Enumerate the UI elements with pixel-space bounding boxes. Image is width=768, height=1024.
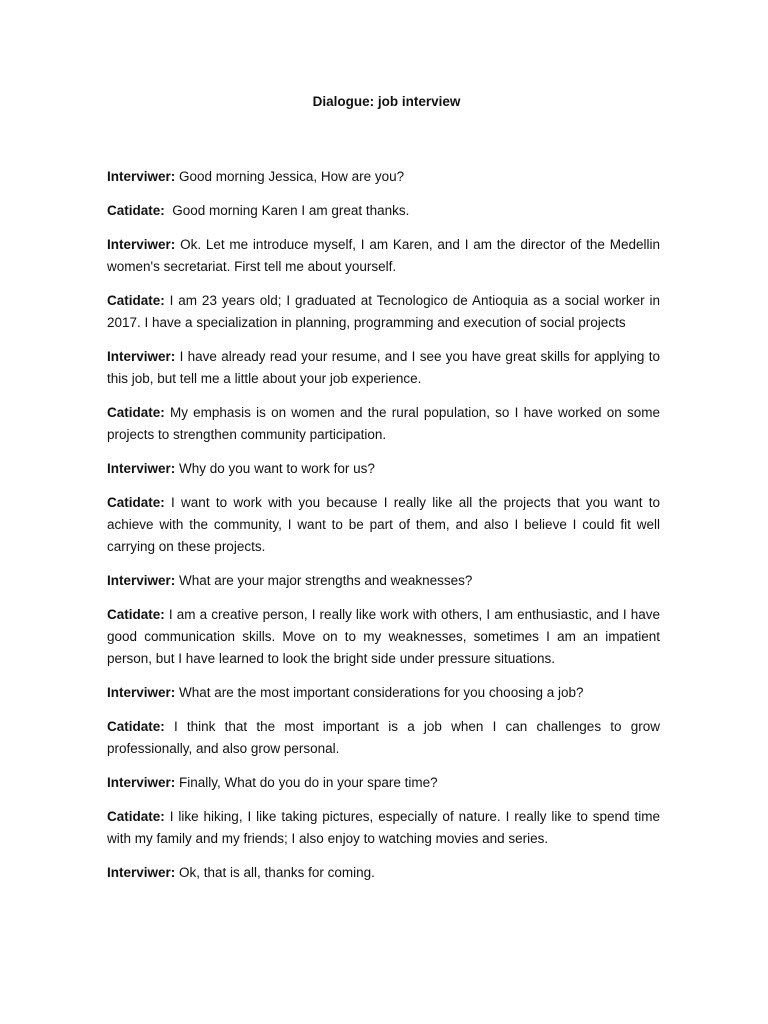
- turn-text: I like hiking, I like taking pictures, especially of nature. I really like to spend time with my family and my friends; I also enjoy to watching movies and series.: [107, 809, 660, 846]
- turn-text: I think that the most important is a job when I can challenges to grow professionally, and also grow personal.: [107, 719, 660, 756]
- turn-text: I have already read your resume, and I see you have great skills for applying to this job, but tell me a little about your job experience.: [107, 349, 660, 386]
- document-title: Dialogue: job interview: [312, 94, 461, 109]
- speaker-label: Interviwer:: [107, 865, 176, 880]
- turn-text: Good morning Jessica, How are you?: [175, 169, 405, 184]
- speaker-label: Interviwer:: [107, 461, 176, 476]
- dialogue-turn: [107, 604, 660, 670]
- turn-text: My emphasis is on women and the rural population, so I have worked on some projects to strengthen community participation.: [107, 405, 660, 442]
- speaker-label: Catidate:: [107, 719, 165, 734]
- dialogue-turn: [107, 682, 660, 704]
- turn-text: I want to work with you because I really like all the projects that you want to achieve with the community, I want to be part of them, and also I believe I could fit well carrying on these projects.: [107, 495, 660, 554]
- dialogue-turn: [107, 716, 660, 760]
- turn-text: Why do you want to work for us?: [175, 461, 375, 476]
- speaker-label: Catidate:: [107, 809, 165, 824]
- speaker-label: Interviwer:: [107, 573, 176, 588]
- turn-text: Ok. Let me introduce myself, I am Karen, and I am the director of the Medellin women's secretariat. First tell me about yourself.: [107, 237, 660, 274]
- speaker-label: Interviwer:: [107, 349, 176, 364]
- speaker-label: Catidate:: [107, 495, 165, 510]
- speaker-label: Interviwer:: [107, 169, 176, 184]
- dialogue-turn: [107, 346, 660, 390]
- turn-text: I am a creative person, I really like work with others, I am enthusiastic, and I have good communication skills. Move on to my weaknesses, sometimes I am an impatient person, but I have learned to look the bright side under pressure situations.: [107, 607, 660, 666]
- dialogue-turn: [107, 862, 660, 884]
- speaker-label: Interviwer:: [107, 685, 176, 700]
- dialogue-turn: [107, 166, 660, 188]
- dialogue-turn: [107, 234, 660, 278]
- turn-text: I am 23 years old; I graduated at Tecnologico de Antioquia as a social worker in 2017. I have a specialization in planning, programming and execution of social projects: [107, 293, 660, 330]
- speaker-label: Catidate:: [107, 607, 165, 622]
- turn-text: What are the most important considerations for you choosing a job?: [175, 685, 584, 700]
- turn-text: What are your major strengths and weaknesses?: [175, 573, 473, 588]
- dialogue-body: [107, 166, 660, 884]
- speaker-label: Catidate:: [107, 293, 165, 308]
- dialogue-turn: [107, 492, 660, 558]
- dialogue-turn: [107, 772, 660, 794]
- turn-text: Good morning Karen I am great thanks.: [164, 203, 410, 218]
- dialogue-turn: [107, 200, 660, 222]
- speaker-label: Catidate:: [107, 405, 165, 420]
- dialogue-turn: [107, 570, 660, 592]
- speaker-label: Interviwer:: [107, 237, 176, 252]
- dialogue-turn: [107, 806, 660, 850]
- speaker-label: Catidate:: [107, 203, 165, 218]
- dialogue-turn: [107, 290, 660, 334]
- turn-text: Ok, that is all, thanks for coming.: [175, 865, 375, 880]
- dialogue-turn: [107, 458, 660, 480]
- speaker-label: Interviwer:: [107, 775, 176, 790]
- turn-text: Finally, What do you do in your spare time?: [175, 775, 438, 790]
- dialogue-turn: [107, 402, 660, 446]
